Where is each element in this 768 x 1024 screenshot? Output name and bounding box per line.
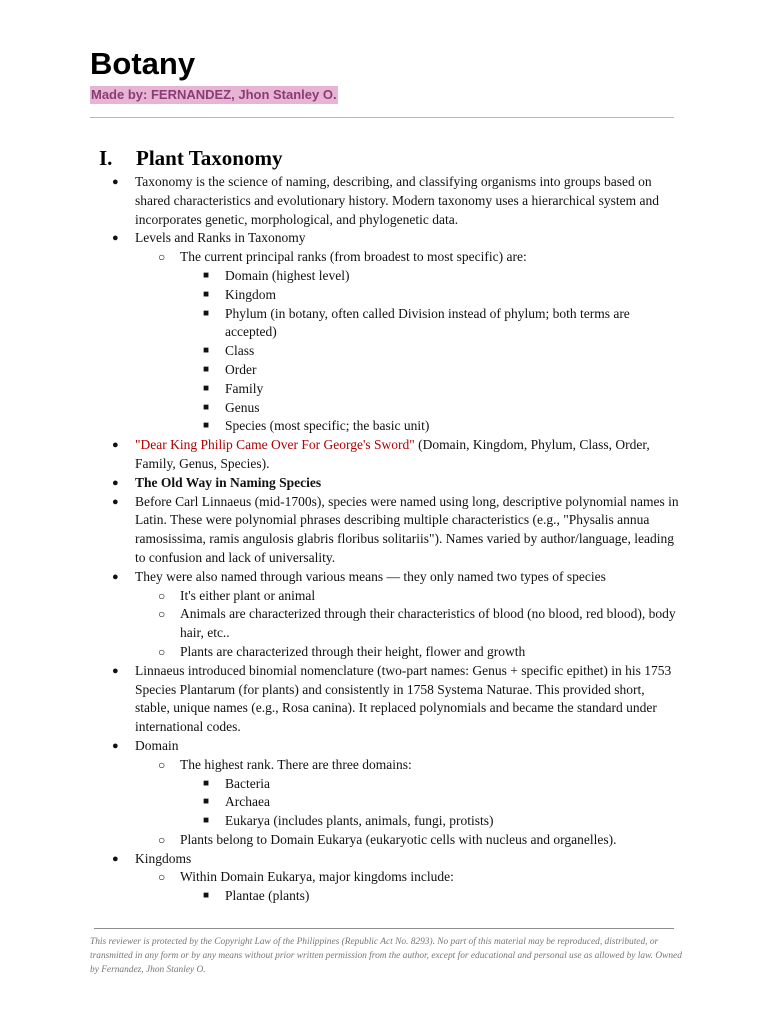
list-item-level-1 [0, 850, 680, 869]
bullet-icon: ● [112, 664, 119, 677]
list-item-text: Linnaeus introduced binomial nomenclature (two-part names: Genus + specific epithet) in his 1753 Species Plantarum (for plants) and consistently in 1758 Systema Naturae. This provided short, stable, unique names (e.g., Rosa canina). It replaced polynomials and became the standard under international codes. [135, 662, 672, 735]
list-item-text: Kingdoms [135, 850, 192, 866]
list-item-text: Plants are characterized through their height, flower and growth [180, 643, 526, 659]
bullet-icon: ■ [203, 363, 210, 375]
list-item-level-1 [0, 662, 680, 737]
list-item-text: Taxonomy is the science of naming, describing, and classifying organisms into groups based on shared characteristics and evolutionary history. Modern taxonomy uses a hierarchical system and incorporates genetic, morphological, and phylogenetic data. [135, 174, 659, 227]
list-item-level-2 [0, 868, 680, 887]
list-item-text: Kingdom [225, 286, 277, 302]
list-item-level-3 [0, 286, 680, 305]
list-item-level-3 [0, 775, 680, 794]
list-item-text: Animals are characterized through their characteristics of blood (no blood, red blood), body hair, etc.. [180, 606, 676, 641]
list-item-text: It's either plant or animal [180, 587, 316, 603]
bullet-icon: ■ [203, 345, 210, 357]
list-item-level-3 [0, 887, 680, 906]
bullet-icon: ● [112, 739, 119, 752]
section-heading [99, 144, 282, 172]
list-item-level-2 [0, 587, 680, 606]
bullet-icon: ○ [158, 250, 166, 265]
list-item-text: Archaea [225, 794, 270, 810]
list-item-text: Family [225, 380, 264, 396]
bullet-icon: ● [112, 176, 119, 188]
bullet-icon: ● [112, 476, 119, 489]
bullet-icon: ■ [203, 796, 210, 808]
document-title: Botany [90, 46, 196, 81]
list-item-level-3 [0, 812, 680, 831]
bullet-icon: ■ [203, 401, 210, 413]
bullet-icon: ■ [203, 269, 210, 281]
bullet-icon: ■ [203, 288, 210, 300]
bullet-icon: ■ [203, 382, 210, 394]
list-item-text: Species (most specific; the basic unit) [225, 418, 430, 434]
list-item-text: (Domain, Kingdom, Phylum, Class, Order, Family, Genus, Species). [135, 437, 650, 471]
list-item-text: Within Domain Eukarya, major kingdoms include: [180, 869, 454, 885]
list-item-level-1 [0, 436, 680, 474]
section-number: I. [99, 146, 113, 170]
list-item-level-2 [0, 756, 680, 775]
list-item-level-2 [0, 643, 680, 662]
header-divider [90, 117, 674, 118]
bullet-icon: ● [112, 852, 119, 865]
list-item-level-3 [0, 361, 680, 380]
bullet-icon: ○ [158, 832, 166, 847]
footer-divider [94, 928, 674, 929]
list-item-text: Order [225, 361, 257, 377]
mnemonic-text: "Dear King Philip Came Over For George's Sword" [135, 437, 415, 453]
list-item-level-1 [0, 474, 680, 493]
list-item-text: Plantae (plants) [225, 888, 310, 904]
list-item-text: They were also named through various means — they only named two types of species [135, 568, 606, 584]
list-item-text: Levels and Ranks in Taxonomy [135, 230, 306, 246]
outline-list [0, 173, 768, 906]
bullet-icon: ○ [158, 757, 166, 772]
copyright-footer: This reviewer is protected by the Copyright Law of the Philippines (Republic Act No. 8293). No part of this material may be reproduced, distributed, or transmitted in any form or by any means without prior written permission from the author, except for educational and personal use as allowed by law. Owned by Fernandez, Jhon Stanley O. [90, 937, 682, 976]
list-item-level-1 [0, 568, 680, 587]
list-item-text: Eukarya (includes plants, animals, fungi, protists) [225, 813, 494, 829]
list-item-text: Plants belong to Domain Eukarya (eukaryotic cells with nucleus and organelles). [180, 831, 617, 847]
list-item-level-2 [0, 831, 680, 850]
list-item-text: Genus [225, 399, 260, 415]
list-item-text: Before Carl Linnaeus (mid-1700s), species were named using long, descriptive polynomial names in Latin. These were polynomial phrases describing multiple characteristics (e.g., "Physalis annua ramosissima, ramis angulosis glabris floribus solitariis"). Names varied by author/language, leading to confusion and lack of universality. [135, 493, 679, 565]
list-item-level-3 [0, 399, 680, 418]
bullet-icon: ● [112, 439, 119, 452]
bullet-icon: ■ [203, 307, 210, 319]
list-item-level-1 [0, 229, 680, 248]
bullet-icon: ● [112, 495, 119, 508]
bullet-icon: ■ [203, 890, 210, 902]
list-item-level-3 [0, 380, 680, 399]
list-item-text: Bacteria [225, 775, 270, 791]
list-item-level-3 [0, 342, 680, 361]
list-item-level-1 [0, 173, 680, 229]
list-item-text: The current principal ranks (from broadest to most specific) are: [180, 249, 527, 265]
list-item-text: Domain (highest level) [225, 267, 350, 283]
list-item-text: Class [225, 343, 255, 359]
list-item-text: Phylum (in botany, often called Division instead of phylum; both terms are accepted) [225, 305, 630, 340]
list-item-level-3 [0, 793, 680, 812]
list-item-text: The highest rank. There are three domains: [180, 756, 412, 772]
bullet-icon: ■ [203, 420, 210, 432]
bullet-icon: ■ [203, 815, 210, 827]
bullet-icon: ■ [203, 777, 210, 789]
list-item-text: The Old Way in Naming Species [135, 474, 322, 490]
list-item-level-3 [0, 305, 680, 343]
bullet-icon: ○ [158, 588, 166, 603]
bullet-icon: ○ [158, 870, 166, 885]
list-item-level-3 [0, 267, 680, 286]
author-line: Made by: FERNANDEZ, Jhon Stanley O. [91, 87, 337, 102]
list-item-level-1 [0, 737, 680, 756]
list-item-level-2 [0, 605, 680, 643]
list-item-level-3 [0, 417, 680, 436]
section-title: Plant Taxonomy [136, 146, 283, 170]
list-item-level-1 [0, 493, 680, 568]
list-item-level-2 [0, 248, 680, 267]
bullet-icon: ● [112, 570, 119, 583]
bullet-icon: ● [112, 232, 119, 245]
bullet-icon: ○ [158, 607, 166, 622]
bullet-icon: ○ [158, 644, 166, 659]
list-item-text: Domain [135, 737, 179, 753]
